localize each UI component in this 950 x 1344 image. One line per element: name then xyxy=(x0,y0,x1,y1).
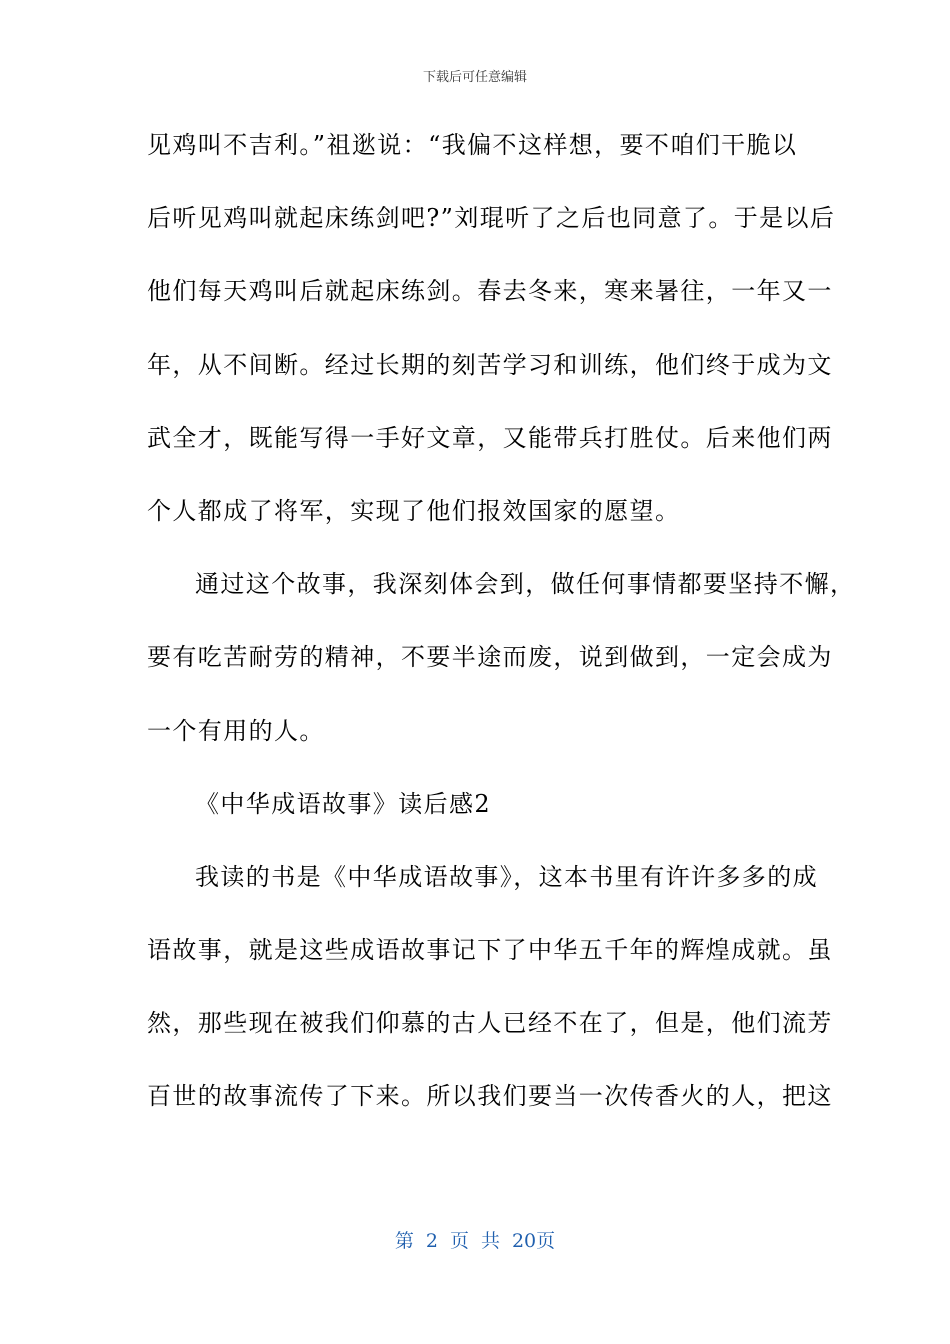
text-line: 百世的故事流传了下来。所以我们要当一次传香火的人，把这 xyxy=(147,1082,833,1111)
text-line: 后听见鸡叫就起床练剑吧?”刘琨听了之后也同意了。于是以后 xyxy=(147,204,836,233)
text-line: 年，从不间断。经过长期的刻苦学习和训练，他们终于成为文 xyxy=(147,350,833,379)
page-number-footer xyxy=(0,1226,950,1253)
text-line: 语故事，就是这些成语故事记下了中华五千年的辉煌成就。虽 xyxy=(147,936,833,965)
text-line: 个人都成了将军，实现了他们报效国家的愿望。 xyxy=(147,496,681,525)
text-line: 他们每天鸡叫后就起床练剑。春去冬来，寒来暑往，一年又一 xyxy=(147,277,833,306)
footer-word-di: 第 xyxy=(394,1230,414,1252)
body-text xyxy=(147,118,856,1143)
paragraph-start-line: 我读的书是《中华成语故事》，这本书里有许许多多的成 xyxy=(195,862,818,891)
paragraph-start-line: 通过这个故事，我深刻体会到，做任何事情都要坚持不懈， xyxy=(195,570,856,599)
text-line: 一个有用的人。 xyxy=(147,716,325,745)
text-line: 要有吃苦耐劳的精神，不要半途而废，说到做到，一定会成为 xyxy=(147,643,833,672)
section-heading: 《中华成语故事》读后感2 xyxy=(195,789,492,818)
footer-word-ye: 页 xyxy=(449,1230,469,1252)
header-note: 下载后可任意编辑 xyxy=(422,70,527,85)
text-line: 见鸡叫不吉利。”祖逖说：“我偏不这样想，要不咱们干脆以 xyxy=(147,131,798,159)
current-page-number: 2 xyxy=(425,1230,438,1252)
text-line: 然，那些现在被我们仰慕的古人已经不在了，但是，他们流芳 xyxy=(147,1009,833,1038)
total-pages: 20页 xyxy=(511,1230,556,1252)
text-line: 武全才，既能写得一手好文章，又能带兵打胜仗。后来他们两 xyxy=(147,423,833,452)
footer-word-gong: 共 xyxy=(480,1230,500,1252)
